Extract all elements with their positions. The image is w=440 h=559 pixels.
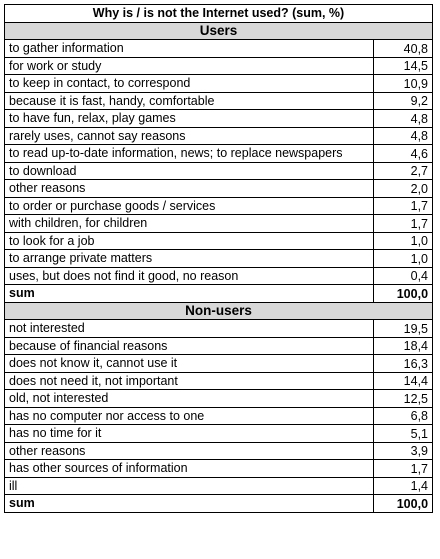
- table-row: [5, 267, 433, 285]
- table-row: [5, 180, 433, 198]
- table-row: [5, 162, 433, 180]
- row-label: to download: [5, 162, 374, 180]
- table-row: [5, 425, 433, 443]
- row-value: 4,8: [374, 127, 433, 145]
- users-sum-row: [5, 285, 433, 303]
- internet-usage-table: [4, 4, 433, 513]
- row-label: other reasons: [5, 442, 374, 460]
- row-label: other reasons: [5, 180, 374, 198]
- table-row: [5, 477, 433, 495]
- row-label: has no computer nor access to one: [5, 407, 374, 425]
- table-row: [5, 145, 433, 163]
- table-row: [5, 337, 433, 355]
- row-label: because of financial reasons: [5, 337, 374, 355]
- row-label: to gather information: [5, 40, 374, 58]
- row-label: uses, but does not find it good, no reason: [5, 267, 374, 285]
- table-row: [5, 442, 433, 460]
- table-row: [5, 127, 433, 145]
- row-label: to have fun, relax, play games: [5, 110, 374, 128]
- row-value: 14,5: [374, 57, 433, 75]
- users-heading-row: [5, 22, 433, 40]
- row-value: 4,8: [374, 110, 433, 128]
- row-value: 18,4: [374, 337, 433, 355]
- title-row: [5, 5, 433, 23]
- row-value: 16,3: [374, 355, 433, 373]
- row-value: 6,8: [374, 407, 433, 425]
- table-row: [5, 250, 433, 268]
- row-label: to look for a job: [5, 232, 374, 250]
- row-value: 1,7: [374, 460, 433, 478]
- row-value: 2,7: [374, 162, 433, 180]
- row-label: has other sources of information: [5, 460, 374, 478]
- row-label: rarely uses, cannot say reasons: [5, 127, 374, 145]
- table-row: [5, 92, 433, 110]
- table-row: [5, 320, 433, 338]
- row-label: does not need it, not important: [5, 372, 374, 390]
- row-value: 9,2: [374, 92, 433, 110]
- row-label: not interested: [5, 320, 374, 338]
- row-label: ill: [5, 477, 374, 495]
- row-label: to arrange private matters: [5, 250, 374, 268]
- row-value: 12,5: [374, 390, 433, 408]
- row-label: for work or study: [5, 57, 374, 75]
- table-row: [5, 40, 433, 58]
- table-row: [5, 372, 433, 390]
- row-value: 5,1: [374, 425, 433, 443]
- table-row: [5, 215, 433, 233]
- table-row: [5, 75, 433, 93]
- row-value: 40,8: [374, 40, 433, 58]
- row-value: 2,0: [374, 180, 433, 198]
- users-section-heading: Users: [5, 22, 433, 40]
- table-row: [5, 460, 433, 478]
- row-label: has no time for it: [5, 425, 374, 443]
- table-row: [5, 110, 433, 128]
- survey-table-container: [4, 4, 432, 513]
- nonusers-section-heading: Non-users: [5, 302, 433, 320]
- row-label: to order or purchase goods / services: [5, 197, 374, 215]
- table-row: [5, 355, 433, 373]
- row-value: 1,4: [374, 477, 433, 495]
- sum-value: 100,0: [374, 285, 433, 303]
- sum-label: sum: [5, 285, 374, 303]
- table-row: [5, 390, 433, 408]
- row-value: 0,4: [374, 267, 433, 285]
- row-value: 3,9: [374, 442, 433, 460]
- row-label: with children, for children: [5, 215, 374, 233]
- table-title: Why is / is not the Internet used? (sum, %): [5, 5, 433, 23]
- table-row: [5, 232, 433, 250]
- sum-value: 100,0: [374, 495, 433, 513]
- row-label: old, not interested: [5, 390, 374, 408]
- sum-label: sum: [5, 495, 374, 513]
- table-row: [5, 407, 433, 425]
- row-value: 1,7: [374, 197, 433, 215]
- row-value: 4,6: [374, 145, 433, 163]
- table-row: [5, 57, 433, 75]
- nonusers-heading-row: [5, 302, 433, 320]
- row-value: 1,0: [374, 250, 433, 268]
- row-label: to read up-to-date information, news; to replace newspapers: [5, 145, 374, 163]
- row-value: 14,4: [374, 372, 433, 390]
- row-label: because it is fast, handy, comfortable: [5, 92, 374, 110]
- row-value: 1,7: [374, 215, 433, 233]
- row-value: 10,9: [374, 75, 433, 93]
- row-value: 19,5: [374, 320, 433, 338]
- row-label: to keep in contact, to correspond: [5, 75, 374, 93]
- row-label: does not know it, cannot use it: [5, 355, 374, 373]
- table-row: [5, 197, 433, 215]
- row-value: 1,0: [374, 232, 433, 250]
- nonusers-sum-row: [5, 495, 433, 513]
